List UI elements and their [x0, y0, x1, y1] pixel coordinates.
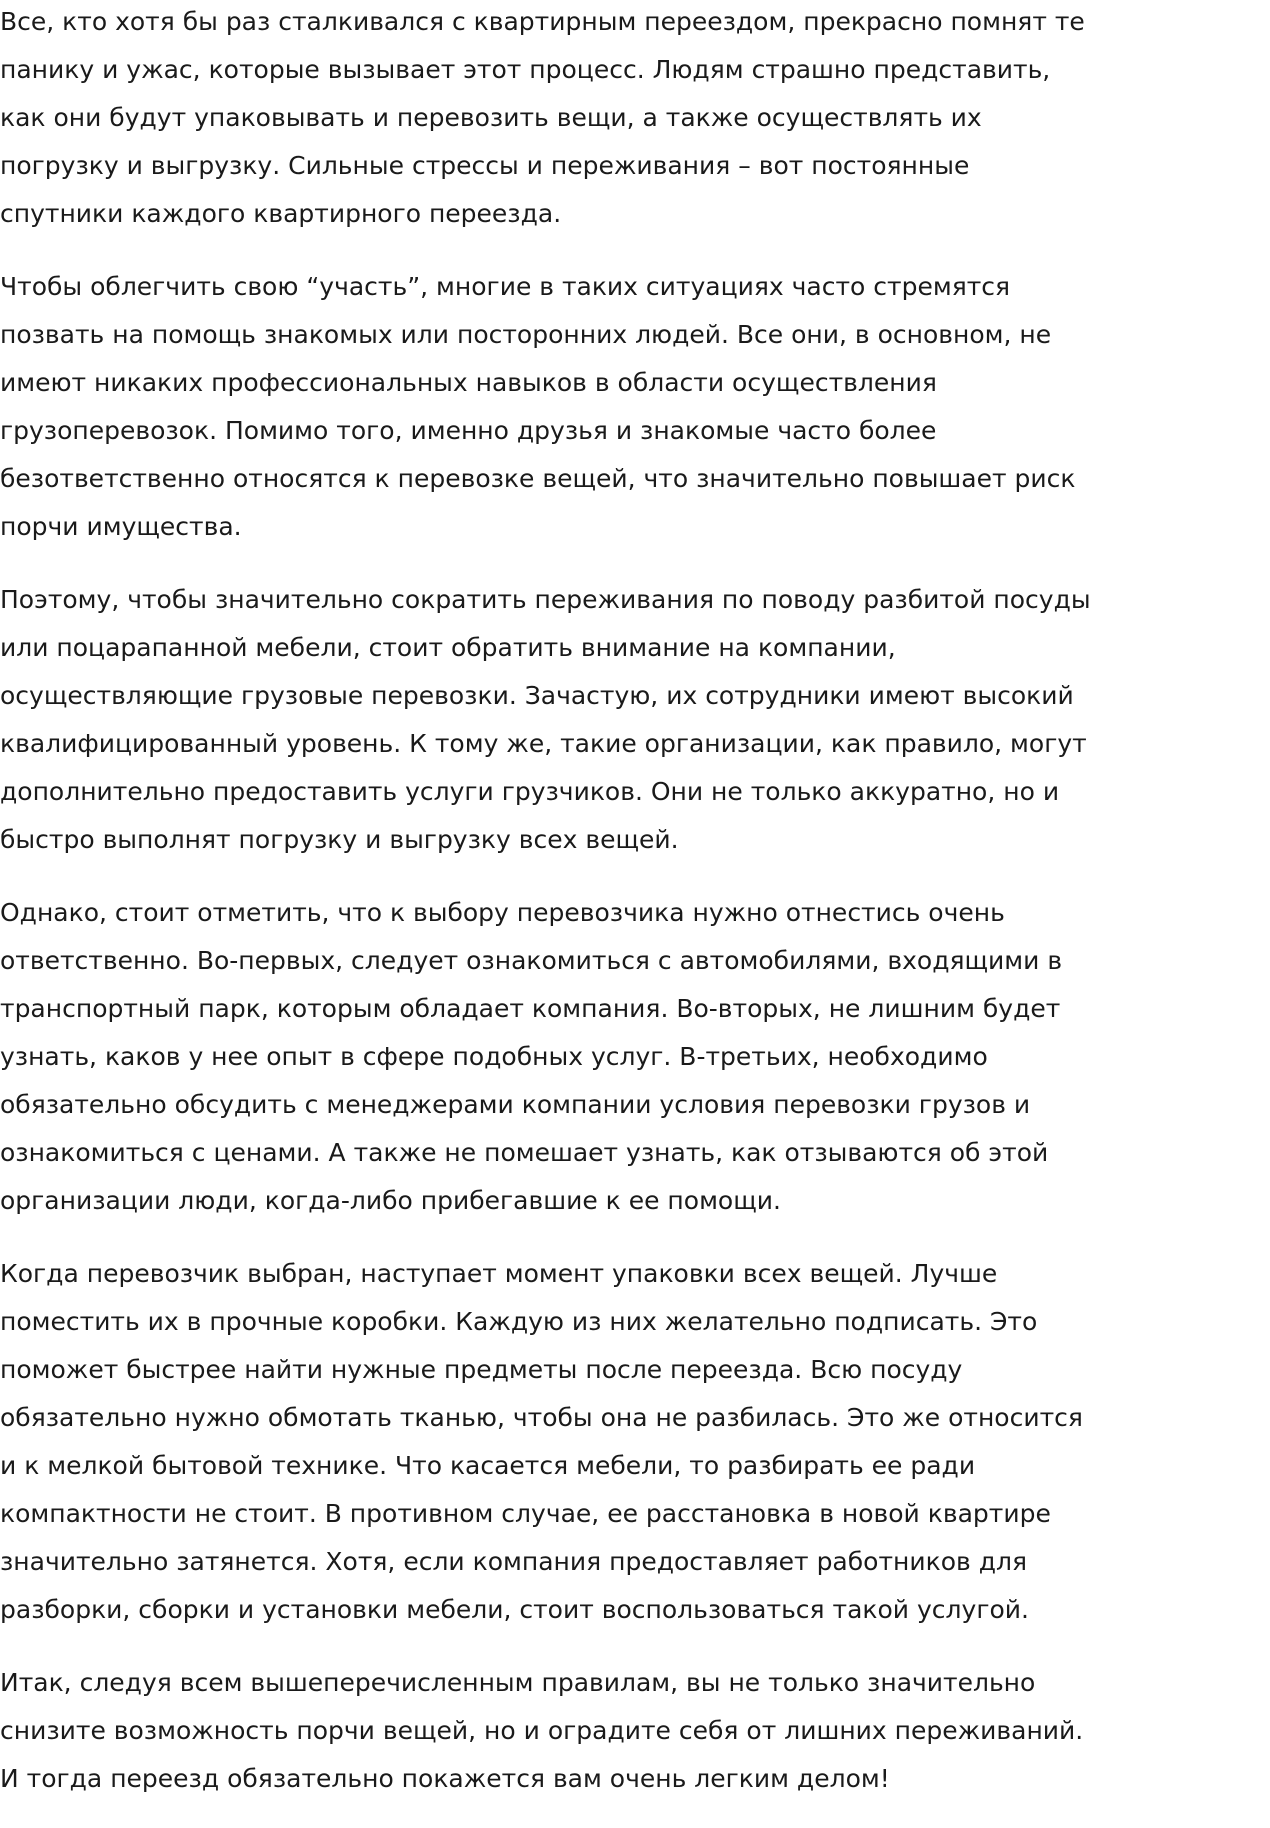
paragraph-5: Когда перевозчик выбран, наступает момент упаковки всех вещей. Лучше поместить их в прочные коробки. Каждую из них желательно подписать. Это поможет быстрее найти нужные предметы после переезда. Всю посуду обязательно нужно обмотать тканью, чтобы она не разбилась. Это же относится и к мелкой бытовой технике. Что касается мебели, то разбирать ее ради компактности не стоит. В противном случае, ее расстановка в новой квартире значительно затянется. Хотя, если компания предоставляет работников для разборки, сборки и установки мебели, стоит воспользоваться такой услугой.	[0, 1259, 1083, 1624]
paragraph-6: Итак, следуя всем вышеперечисленным правилам, вы не только значительно снизите возможность порчи вещей, но и оградите себя от лишних переживаний. И тогда переезд обязательно покажется вам очень легким делом!	[0, 1668, 1084, 1793]
paragraph-4: Однако, стоит отметить, что к выбору перевозчика нужно отнестись очень ответственно. Во-первых, следует ознакомиться с автомобилями, входящими в транспортный парк, которым обладает компания. Во-вторых, не лишним будет узнать, каков у нее опыт в сфере подобных услуг. В-третьих, необходимо обязательно обсудить с менеджерами компании условия перевозки грузов и ознакомиться с ценами. А также не помешает узнать, как отзываются об этой организации люди, когда-либо прибегавшие к ее помощи.	[0, 898, 1063, 1215]
paragraph-3: Поэтому, чтобы значительно сократить переживания по поводу разбитой посуды или поцарапанной мебели, стоит обратить внимание на компании, осуществляющие грузовые перевозки. Зачастую, их сотрудники имеют высокий квалифицированный уровень. К тому же, такие организации, как правило, могут дополнительно предоставить услуги грузчиков. Они не только аккуратно, но и быстро выполнят погрузку и выгрузку всех вещей.	[0, 585, 1091, 854]
paragraph-2: Чтобы облегчить свою “участь”, многие в таких ситуациях часто стремятся позвать на помощь знакомых или посторонних людей. Все они, в основном, не имеют никаких профессиональных навыков в области осуществления грузоперевозок. Помимо того, именно друзья и знакомые часто более безответственно относятся к перевозке вещей, что значительно повышает риск порчи имущества.	[0, 272, 1076, 541]
paragraph-1: Все, кто хотя бы раз сталкивался с квартирным переездом, прекрасно помнят те панику и ужас, которые вызывает этот процесс. Людям страшно представить, как они будут упаковывать и перевозить вещи, а также осуществлять их погрузку и выгрузку. Сильные стрессы и переживания – вот постоянные спутники каждого квартирного переезда.	[0, 7, 1085, 228]
